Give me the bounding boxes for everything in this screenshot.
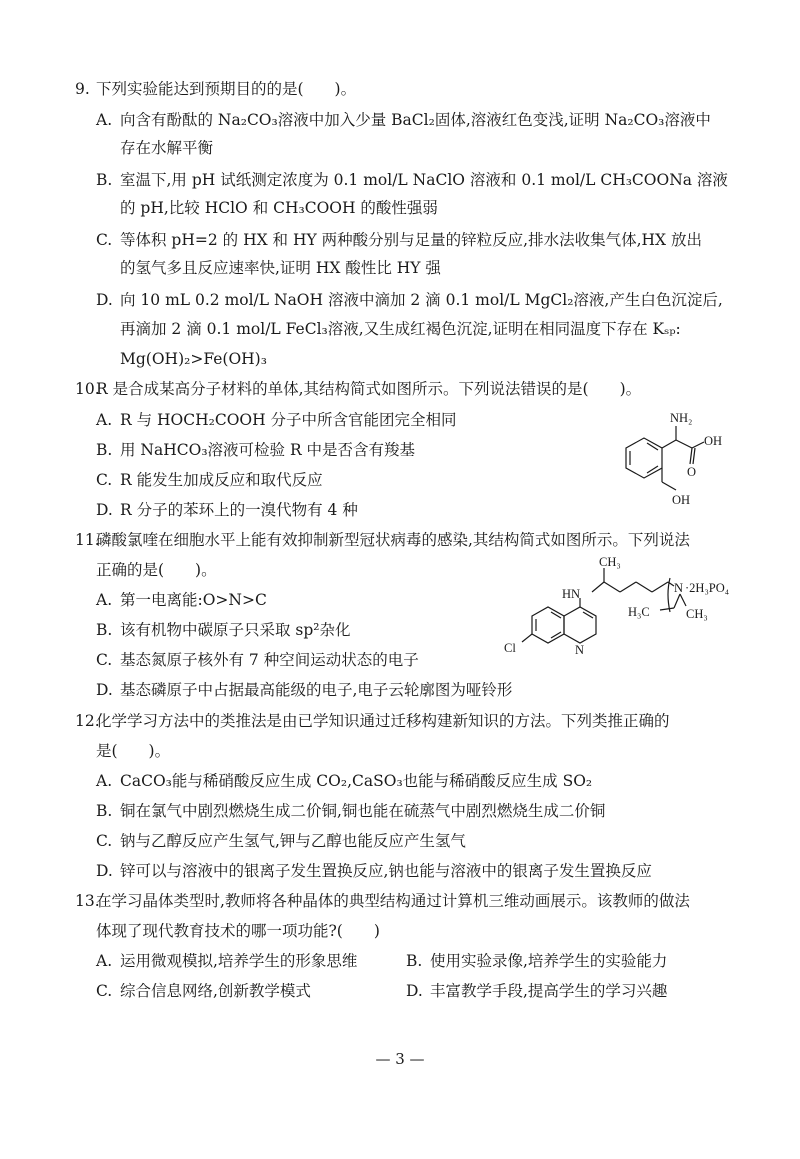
page-number: — 3 — (375, 1050, 425, 1068)
q13-option-a-line1: 运用微观模拟,培养学生的形象思维 (120, 952, 358, 970)
q11-option-c-label: C. (96, 651, 113, 669)
ch3-right-label: CH₃ (686, 607, 708, 621)
q13-number: 13. (75, 892, 100, 910)
benzene-ring (626, 438, 662, 478)
q10-stem-line1: R 是合成某高分子材料的单体,其结构简式如图所示。下列说法错误的是( )。 (96, 380, 642, 398)
q12-option-c-label: C. (96, 832, 113, 850)
q11-option-b-line1: 该有机物中碳原子只采取 sp²杂化 (120, 621, 351, 639)
q9-option-d-line3: Mg(OH)₂>Fe(OH)₃ (120, 350, 267, 368)
q12-stem-line2: 是( )。 (96, 742, 171, 760)
q12-option-c-line1: 钠与乙醇反应产生氢气,钾与乙醇也能反应产生氢气 (120, 832, 466, 850)
q9-option-a-line1: 向含有酚酞的 Na₂CO₃溶液中加入少量 BaCl₂固体,溶液红色变浅,证明 Na₂CO₃溶液中 (120, 111, 711, 129)
q13-option-d-label: D. (406, 982, 423, 1000)
cl-label: Cl (504, 641, 516, 655)
q13-option-c-label: C. (96, 982, 113, 1000)
q10-option-a-line1: R 与 HOCH₂COOH 分子中所含官能团完全相同 (120, 411, 457, 429)
q12-option-a-line1: CaCO₃能与稀硝酸反应生成 CO₂,CaSO₃也能与稀硝酸反应生成 SO₂ (120, 772, 593, 790)
q10-option-d-label: D. (96, 501, 113, 519)
carbonyl-o-label: O (687, 465, 697, 479)
benzo-ring (532, 607, 564, 643)
q11-option-d-line1: 基态磷原子中占据最高能级的电子,电子云轮廓图为哑铃形 (120, 681, 513, 699)
q10-number: 10. (75, 380, 100, 398)
q12-option-d-label: D. (96, 862, 113, 880)
r-structure-figure (600, 408, 740, 516)
q12-option-d-line1: 锌可以与溶液中的银离子发生置换反应,钠也能与溶液中的银离子发生置换反应 (120, 862, 652, 880)
chloroquine-structure-figure (500, 556, 730, 660)
q12-option-b-line1: 铜在氯气中剧烈燃烧生成二价铜,铜也能在硫蒸气中剧烈燃烧生成二价铜 (120, 802, 606, 820)
q10-option-c-label: C. (96, 471, 113, 489)
q13-option-b-line1: 使用实验录像,培养学生的实验能力 (430, 952, 668, 970)
q11-option-c-line1: 基态氮原子核外有 7 种空间运动状态的电子 (120, 651, 419, 669)
q12-number: 12. (75, 712, 100, 730)
q9-option-b-line2: 的 pH,比较 HClO 和 CH₃COOH 的酸性强弱 (120, 199, 438, 217)
q13-option-d-line1: 丰富教学手段,提高学生的学习兴趣 (430, 982, 668, 1000)
q9-number: 9. (75, 80, 90, 98)
q13-option-b-label: B. (406, 952, 423, 970)
q9-option-d-line1: 向 10 mL 0.2 mol/L NaOH 溶液中滴加 2 滴 0.1 mol/L MgCl₂溶液,产生白色沉淀后, (120, 291, 723, 309)
q11-option-a-line1: 第一电离能:O>N>C (120, 591, 267, 609)
q9-option-b-line1: 室温下,用 pH 试纸测定浓度为 0.1 mol/L NaClO 溶液和 0.1 mol/L CH₃COONa 溶液 (120, 171, 728, 189)
q9-stem-line1: 下列实验能达到预期目的的是( )。 (96, 80, 357, 98)
q12-option-a-label: A. (96, 772, 113, 790)
q12-option-b-label: B. (96, 802, 113, 820)
q11-option-d-label: D. (96, 681, 113, 699)
q9-option-c-line1: 等体积 pH=2 的 HX 和 HY 两种酸分别与足量的锌粒反应,排水法收集气体,HX 放出 (120, 231, 702, 249)
pyridine-ring (564, 607, 596, 643)
h3c-label: H₃C (628, 605, 650, 619)
alcohol-oh-label: OH (672, 493, 691, 507)
q11-option-b-label: B. (96, 621, 113, 639)
q9-option-a-line2: 存在水解平衡 (120, 139, 214, 157)
q10-option-b-label: B. (96, 441, 113, 459)
q10-option-d-line1: R 分子的苯环上的一溴代物有 4 种 (120, 501, 358, 519)
q9-option-b-label: B. (96, 171, 113, 189)
q13-stem-line2: 体现了现代教育技术的哪一项功能?( ) (96, 922, 380, 940)
q10-option-a-label: A. (96, 411, 113, 429)
q11-stem-line1: 磷酸氯喹在细胞水平上能有效抑制新型冠状病毒的感染,其结构简式如图所示。下列说法 (96, 531, 690, 549)
q9-option-a-label: A. (96, 111, 113, 129)
hn-label: HN (562, 587, 581, 601)
q12-stem-line1: 化学学习方法中的类推法是由已学知识通过迁移构建新知识的方法。下列类推正确的 (96, 712, 670, 730)
q9-option-c-line2: 的氢气多且反应速率快,证明 HX 酸性比 HY 强 (120, 259, 441, 277)
q13-stem-line1: 在学习晶体类型时,教师将各种晶体的典型结构通过计算机三维动画展示。该教师的做法 (96, 892, 690, 910)
phosphate-salt-label: ·2H₃PO₄ (685, 581, 730, 595)
q10-option-b-line1: 用 NaHCO₃溶液可检验 R 中是否含有羧基 (120, 441, 416, 459)
ch3-top-label: CH₃ (599, 556, 621, 569)
q9-option-c-label: C. (96, 231, 113, 249)
ring-n-label: N (575, 643, 585, 657)
q10-option-c-line1: R 能发生加成反应和取代反应 (120, 471, 323, 489)
q9-option-d-line2: 再滴加 2 滴 0.1 mol/L FeCl₃溶液,又生成红褐色沉淀,证明在相同温度下存在 Kₛₚ: (120, 320, 681, 338)
q11-option-a-label: A. (96, 591, 113, 609)
nh2-label: NH₂ (670, 411, 693, 425)
q11-stem-line2: 正确的是( )。 (96, 561, 217, 579)
q13-option-a-label: A. (96, 952, 113, 970)
q9-option-d-label: D. (96, 291, 113, 309)
q13-option-c-line1: 综合信息网络,创新教学模式 (120, 982, 311, 1000)
amine-n-label: N (674, 581, 684, 595)
q11-number: 11. (75, 531, 100, 549)
acid-oh-label: OH (704, 434, 723, 448)
